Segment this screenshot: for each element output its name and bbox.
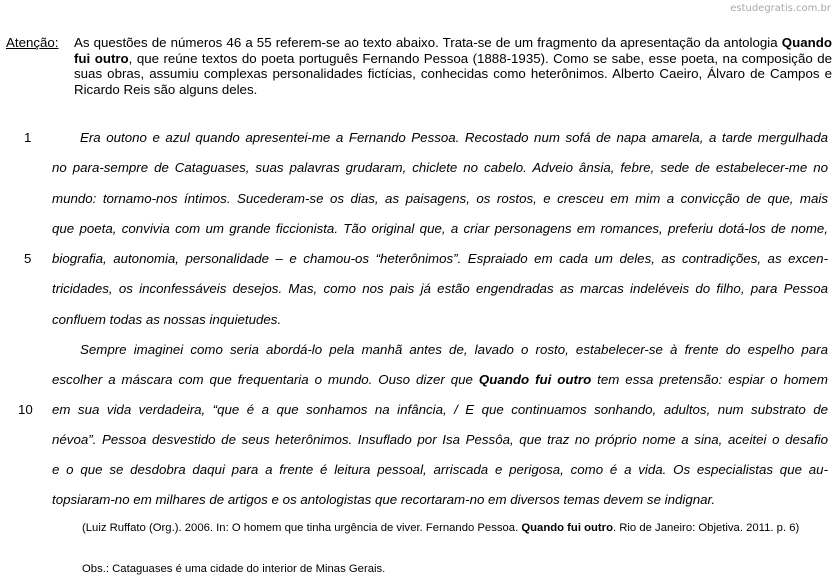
text-line: topsiaram-no em milhares de artigos e os antologistas que recortaram-no em diversos temas devem se indignar. bbox=[52, 492, 716, 507]
text-line: tricidades, os inconfessáveis desejos. Mas, como nos pais já estão engendradas as marcas indeléveis do filho, para Pessoa bbox=[52, 281, 828, 296]
line-number: 1 bbox=[24, 130, 32, 145]
text-line: em sua vida verdadeira, “que é a que sonhamos na infância, / E que continuamos sonhando, adultos, num substrato de bbox=[52, 402, 828, 417]
attention-label: Atenção: bbox=[6, 35, 59, 50]
text-line: que poeta, convivia com um grande ficcionista. Tão original que, a criar personagens em romances, preferiu dotá-los de nome, bbox=[52, 221, 828, 236]
reference-title: Quando fui outro bbox=[521, 522, 613, 534]
text-line: e o que se desdobra daqui para a frente é leitura pessoal, arriscada e perigosa, como é a vida. Os especialistas que au- bbox=[52, 462, 828, 477]
source-reference bbox=[82, 520, 827, 536]
line-number: 5 bbox=[24, 251, 32, 266]
intro-text bbox=[74, 35, 832, 97]
text-line: Era outono e azul quando apresentei-me a Fernando Pessoa. Recostado num sofá de napa amarela, a tarde mergulhada bbox=[80, 130, 828, 145]
text-line: mundo: tornamo-nos íntimos. Sucederam-se os dias, as paisagens, os rostos, e cresceu em mim a convicção de que, mais bbox=[52, 191, 828, 206]
text-line-part: escolher a máscara com que frequentaria o mundo. Ouso dizer que bbox=[52, 372, 479, 387]
watermark: estudegratis.com.br bbox=[730, 3, 831, 14]
reference-part: (Luiz Ruffato (Org.). 2006. In: O homem que tinha urgência de viver. Fernando Pessoa. bbox=[82, 522, 522, 534]
intro-text-part: , que reúne textos do poeta português Fernando Pessoa (1888-1935). Como se sabe, esse poeta, na composição de suas obras, assumiu complexas personalidades fictícias, conhecidas como heterônimos. Alberto Caeiro, Álvaro de Campos e Ricardo Reis são alguns deles. bbox=[74, 50, 832, 97]
inline-book-title: Quando fui outro bbox=[478, 372, 592, 387]
intro-block bbox=[6, 35, 832, 97]
intro-book-title: Quando fui outro bbox=[74, 35, 832, 66]
text-line: no para-sempre de Cataguases, suas palavras grudaram, chiclete no cabelo. Adveio ânsia, febre, sede de estabelecer-me no bbox=[52, 160, 828, 175]
text-line: névoa”. Pessoa desvestido de seus heterônimos. Insuflado por Isa Pessôa, que traz no próprio nome a sina, aceitei o desafio bbox=[52, 432, 828, 447]
line-number: 10 bbox=[18, 402, 33, 417]
reference-part: . Rio de Janeiro: Objetiva. 2011. p. 6) bbox=[612, 522, 800, 534]
text-line: biografia, autonomia, personalidade – e chamou-os “heterônimos”. Espraiado em cada um deles, as contradições, as excen- bbox=[52, 251, 828, 266]
observation-note: Obs.: Cataguases é uma cidade do interior de Minas Gerais. bbox=[82, 563, 386, 575]
text-line: confluem todas as nossas inquietudes. bbox=[52, 312, 282, 327]
intro-text-part: As questões de números 46 a 55 referem-se ao texto abaixo. Trata-se de um fragmento da apresentação da antologia bbox=[74, 35, 782, 50]
text-line: Sempre imaginei como seria abordá-lo pela manhã antes de, lavado o rosto, estabelecer-se à frente do espelho para bbox=[80, 342, 828, 357]
text-line-part: tem essa pretensão: espiar o homem bbox=[591, 372, 828, 387]
text-line bbox=[52, 372, 828, 392]
